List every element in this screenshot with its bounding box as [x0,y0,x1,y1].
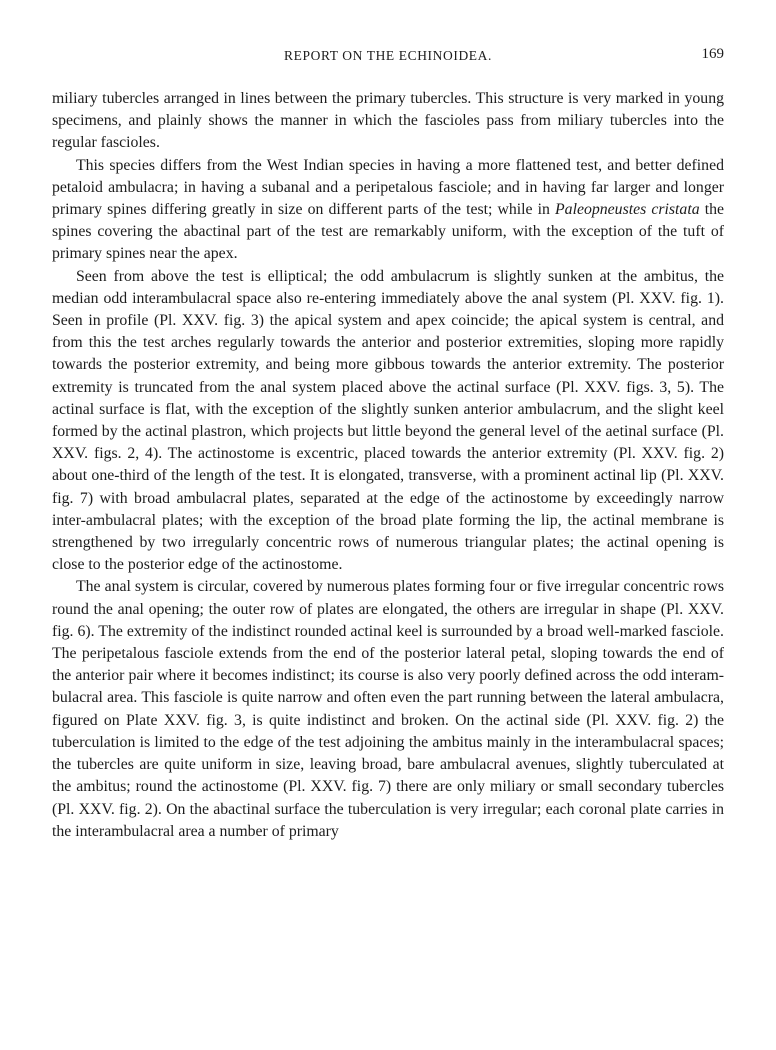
paragraph-1 [52,88,724,155]
paragraph-1-text: miliary tubercles arranged in lines between the primary tubercles. This structure is very marked in young specimens, and plainly shows the manner in which the fascioles pass from miliary tubercles into the regular fascioles. [52,90,724,152]
paragraph-4-text: The anal system is circular, covered by numerous plates forming four or five irregular concentric rows round the anal opening; the outer row of plates are elongated, the others are irregular in shape (Pl. XXV. fig. 6). The extremity of the indistinct rounded actinal keel is surrounded by a broad well-marked fasciole. The peripetalous fasciole extends from the end of the posterior lateral petal, sloping towards the end of the anterior pair where it becomes indistinct; its course is also very poorly defined across the odd interam-bulacral area. This fasciole is quite narrow and often even the part running between the lateral ambulacra, figured on Plate XXV. fig. 3, is quite indistinct and broken. On the actinal side (Pl. XXV. fig. 2) the tuberculation is limited to the edge of the test adjoining the ambitus mainly in the interambulacral spaces; the tubercles are quite uniform in size, leaving broad, bare ambulacral avenues, slightly tuberculated at the ambitus; round the actinostome (Pl. XXV. fig. 7) there are only miliary or small secondary tubercles (Pl. XXV. fig. 2). On the abactinal surface the tuberculation is very irregular; each coronal plate carries in the interambulacral area a number of primary [52,578,724,840]
running-head [52,44,724,68]
paragraph-3 [52,266,724,577]
paragraph-3-text: Seen from above the test is elliptical; the odd ambulacrum is slightly sunken at the ambitus, the median odd interambulacral space also re-entering immediately above the anal system (Pl. XXV. fig. 1). Seen in profile (Pl. XXV. fig. 3) the apical system and apex coincide; the apical system is central, and from this the test arches regularly towards the anterior and posterior extremities, sloping more rapidly towards the posterior extremity, and being more gibbous towards the anterior extremity. The posterior extremity is truncated from the anal system placed above the actinal surface (Pl. XXV. figs. 3, 5). The actinal surface is flat, with the exception of the slightly sunken anterior ambulacrum, and the slight keel formed by the actinal plastron, which projects but little beyond the general level of the aetinal surface (Pl. XXV. figs. 2, 4). The actinostome is excentric, placed towards the anterior extremity (Pl. XXV. fig. 2) about one-third of the length of the test. It is elongated, transverse, with a prominent actinal lip (Pl. XXV. fig. 7) with broad ambulacral plates, separated at the edge of the actinostome by exceedingly narrow inter-ambulacral plates; with the exception of the broad plate forming the lip, the actinal membrane is strengthened by two irregularly concentric rows of numerous triangular plates; the actinal opening is close to the posterior edge of the actinostome. [52,267,724,574]
running-title: REPORT ON THE ECHINOIDEA. [284,48,492,63]
body-text [52,88,724,843]
paragraph-4 [52,576,724,842]
page-number: 169 [701,46,724,62]
paragraph-2-text-a: This species differs from the West Indian species in having a more flattened test, and better defined petaloid ambulacra; in having a subanal and a peripetalous fasciole; and in having far larger and longer primary spines differing greatly in size on different parts of the test; while in [52,156,724,219]
species-name: Paleopneustes cristata [555,201,700,219]
paragraph-2-text-b: the spines covering the abactinal part of the test are remarkably uniform, with the exception of the tuft of primary spines near the apex. [52,201,724,263]
paragraph-2 [52,155,724,266]
page [52,44,724,843]
